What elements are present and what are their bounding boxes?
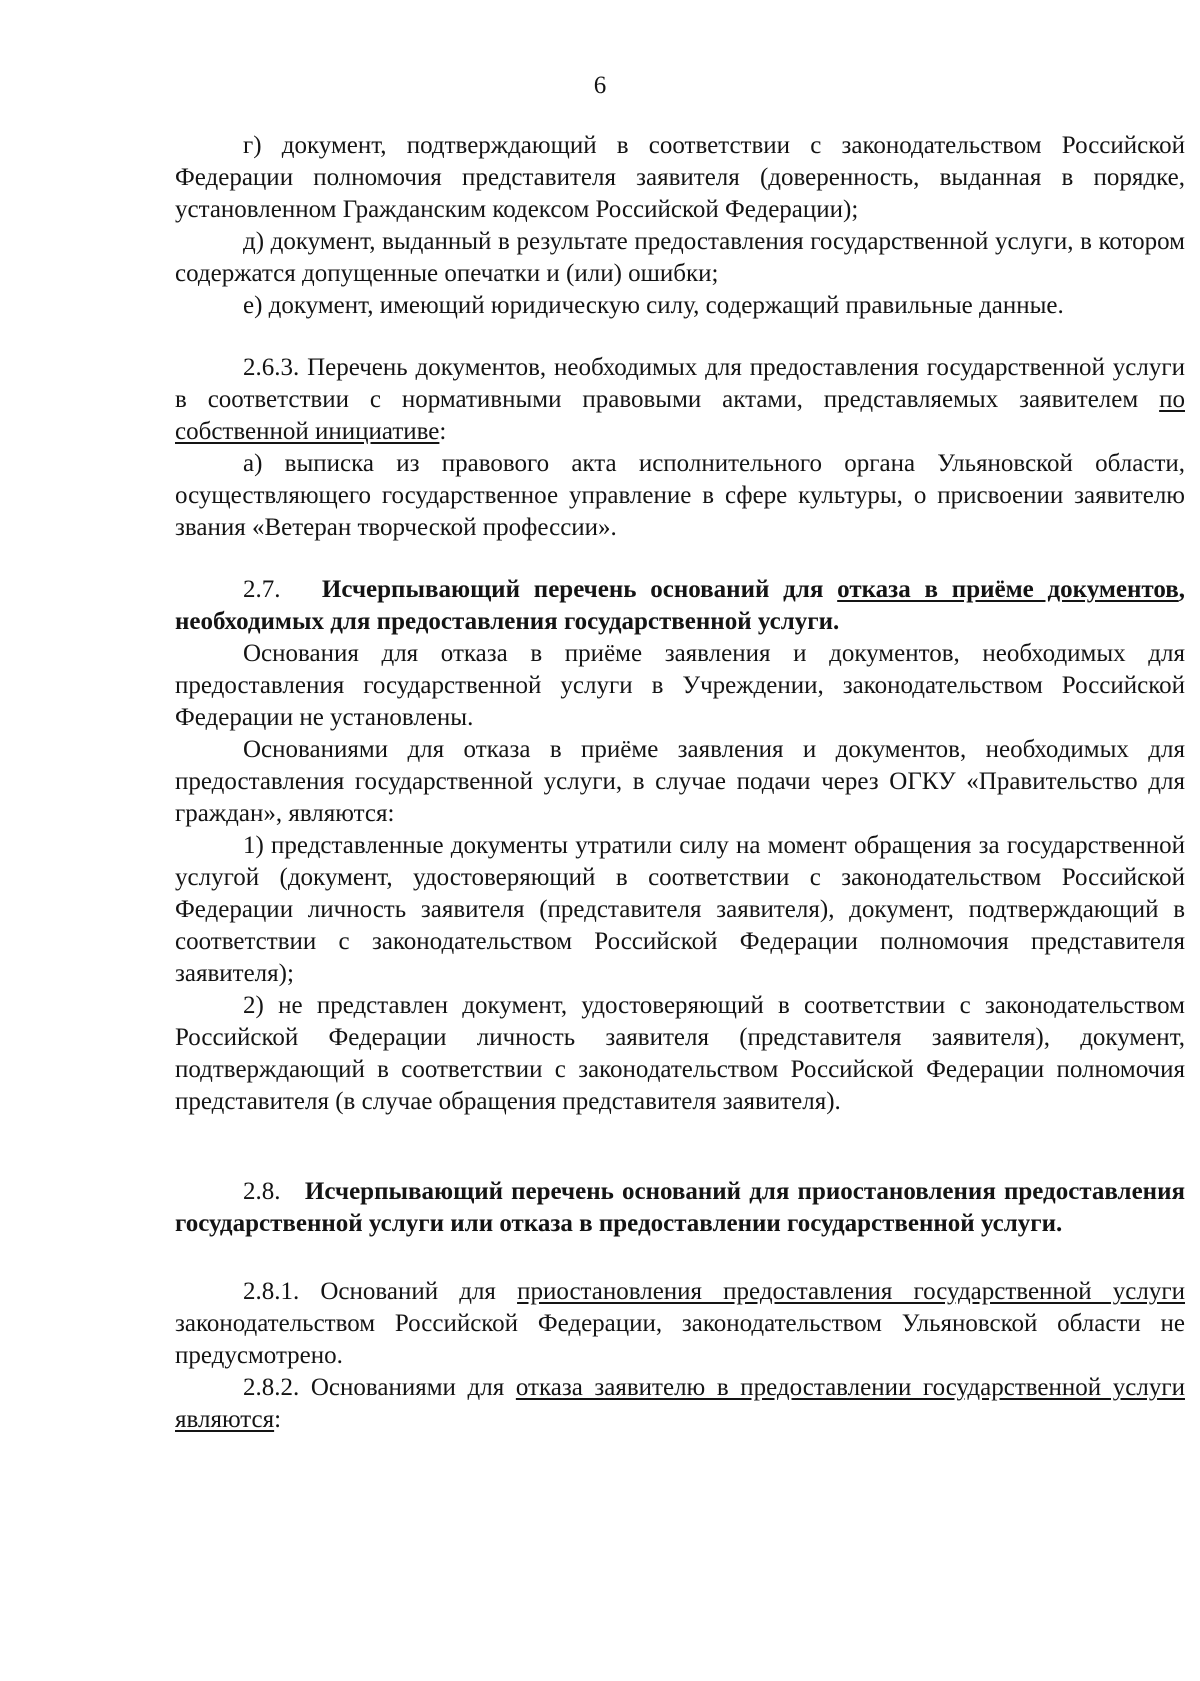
item-e: е) документ, имеющий юридическую силу, содержащий правильные данные. <box>243 292 1064 319</box>
underlined-phrase: по собственной инициативе <box>175 386 1185 445</box>
section-2-7-heading: 2.7. Исчерпывающий перечень оснований для отказа в приёме документов, необходимых для предоставления государственной услуги. <box>175 576 1186 635</box>
section-2-6-3: 2.6.3. Перечень документов, необходимых для предоставления государственной услуги в соответствии с нормативными правовыми актами, представляемых заявителем по собственной инициативе: <box>175 354 1185 445</box>
section-2-8-2: 2.8.2. Основаниями для отказа заявителю в предоставлении государственной услуги являются: <box>175 1374 1185 1433</box>
item-g: г) документ, подтверждающий в соответствии с законодательством Российской Федерации полномочия представителя заявителя (доверенность, выданная в порядке, установленном Гражданским кодексом Российской Федерации); <box>175 132 1185 223</box>
section-2-7-p1: Основания для отказа в приёме заявления и документов, необходимых для предоставления государственной услуги в Учреждении, законодательством Российской Федерации не установлены. <box>175 640 1185 731</box>
page-number: 6 <box>593 72 607 99</box>
item-d: д) документ, выданный в результате предоставления государственной услуги, в котором содержатся допущенные опечатки и (или) ошибки; <box>175 228 1185 287</box>
document-body <box>175 130 1185 1436</box>
section-2-7-item-1: 1) представленные документы утратили силу на момент обращения за государственной услугой (документ, удостоверяющий в соответствии с законодательством Российской Федерации личность заявителя (представителя заявителя), документ, подтверждающий в соответствии с законодательством Российской Федерации полномочия представителя заявителя); <box>175 832 1185 987</box>
section-2-7-item-2: 2) не представлен документ, удостоверяющий в соответствии с законодательством Российской Федерации личность заявителя (представителя заявителя), документ, подтверждающий в соответствии с законодательством Российской Федерации полномочия представителя (в случае обращения представителя заявителя). <box>175 992 1185 1115</box>
item-a: а) выписка из правового акта исполнительного органа Ульяновской области, осуществляющего государственное управление в сфере культуры, о присвоении заявителю звания «Ветеран творческой профессии». <box>175 450 1185 541</box>
section-2-7-p2: Основаниями для отказа в приёме заявления и документов, необходимых для предоставления государственной услуги, в случае подачи через ОГКУ «Правительство для граждан», являются: <box>175 736 1185 827</box>
section-2-8-heading: 2.8. Исчерпывающий перечень оснований для приостановления предоставления государственной услуги или отказа в предоставлении государственной услуги. <box>175 1178 1186 1237</box>
section-2-8-1: 2.8.1. Оснований для приостановления предоставления государственной услуги законодательством Российской Федерации, законодательством Ульяновской области не предусмотрено. <box>175 1278 1186 1369</box>
underlined-heading-phrase: отказа в приёме документов <box>837 576 1179 603</box>
